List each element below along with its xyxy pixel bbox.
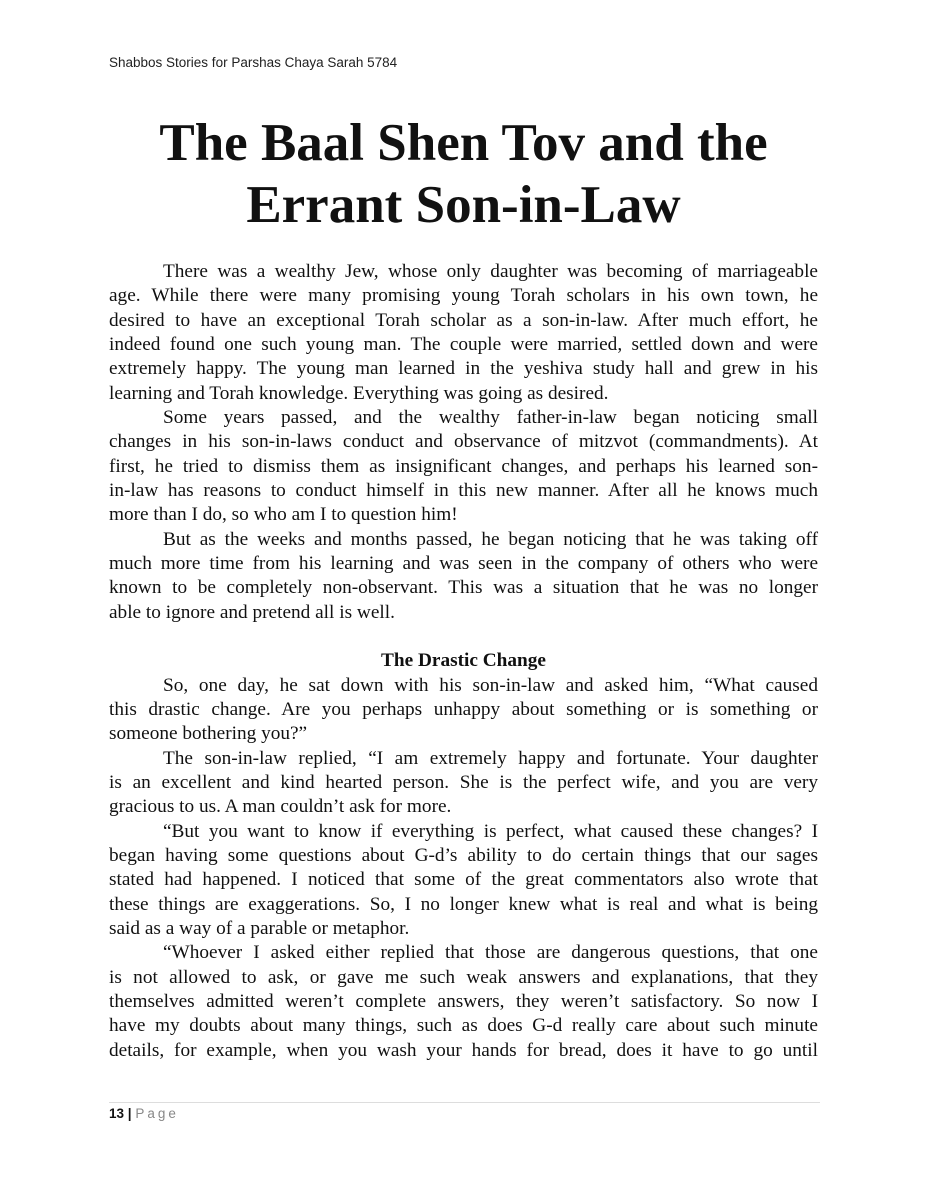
text-line: is an excellent and kind hearted person. She is the perfect wife, and you are very — [109, 771, 818, 793]
text-line: known to be completely non-observant. This was a situation that he was no longer — [109, 577, 818, 599]
paragraph — [109, 747, 818, 820]
text-line: learning and Torah knowledge. Everything was going as desired. — [109, 382, 609, 404]
title-line: Errant Son-in-Law — [246, 176, 681, 234]
paragraph — [109, 406, 818, 528]
text-line: able to ignore and pretend all is well. — [109, 601, 395, 623]
footer-divider — [109, 1102, 820, 1103]
text-line: age. While there were many promising young Torah scholars in his own town, he — [109, 285, 818, 307]
paragraph — [109, 941, 818, 1063]
text-line: “But you want to know if everything is perfect, what caused these changes? I — [163, 820, 818, 842]
blank-line — [109, 625, 818, 649]
text-line: desired to have an exceptional Torah scholar as a son-in-law. After much effort, he — [109, 309, 818, 331]
text-line: indeed found one such young man. The couple were married, settled down and were — [109, 333, 818, 355]
section-heading: The Drastic Change — [381, 650, 546, 672]
title-line: The Baal Shen Tov and the — [159, 114, 768, 172]
text-line: have my doubts about many things, such as does G-d really care about such minute — [109, 1015, 818, 1037]
paragraph — [109, 820, 818, 942]
text-line: in-law has reasons to conduct himself in this new manner. After all he knows much — [109, 479, 818, 501]
paragraph — [109, 260, 818, 406]
text-line: details, for example, when you wash your hands for bread, does it have to go until — [109, 1039, 818, 1061]
paragraph — [109, 674, 818, 747]
paragraph — [109, 528, 818, 625]
text-line: So, one day, he sat down with his son-in-law and asked him, “What caused — [163, 674, 818, 696]
text-line: first, he tried to dismiss them as insignificant changes, and perhaps his learned son- — [109, 455, 818, 477]
footer-separator: | — [124, 1106, 136, 1121]
text-line: someone bothering you?” — [109, 723, 308, 745]
article-title — [0, 112, 927, 236]
text-line: changes in his son-in-laws conduct and observance of mitzvot (commandments). At — [109, 431, 818, 453]
page-footer — [109, 1106, 179, 1121]
text-line: gracious to us. A man couldn’t ask for more. — [109, 796, 452, 818]
text-line: There was a wealthy Jew, whose only daughter was becoming of marriageable — [163, 261, 818, 282]
text-line: But as the weeks and months passed, he began noticing that he was taking off — [163, 528, 818, 550]
text-line: extremely happy. The young man learned in the yeshiva study hall and grew in his — [109, 358, 818, 380]
text-line: stated had happened. I noticed that some of the great commentators also wrote that — [109, 869, 818, 891]
text-line: much more time from his learning and was seen in the company of others who were — [109, 552, 818, 574]
text-line: “Whoever I asked either replied that those are dangerous questions, that one — [163, 942, 818, 964]
text-line: these things are exaggerations. So, I no longer knew what is real and what is being — [109, 893, 818, 915]
text-line: this drastic change. Are you perhaps unhappy about something or is something or — [109, 698, 818, 720]
text-line: The son-in-law replied, “I am extremely happy and fortunate. Your daughter — [163, 747, 818, 769]
text-line: began having some questions about G-d’s ability to do certain things that our sages — [109, 844, 818, 866]
text-line: more than I do, so who am I to question him! — [109, 504, 458, 526]
running-header: Shabbos Stories for Parshas Chaya Sarah 5784 — [109, 55, 398, 70]
text-line: is not allowed to ask, or gave me such weak answers and explanations, that they — [109, 966, 818, 988]
text-line: themselves admitted weren’t complete answers, they weren’t satisfactory. So now I — [109, 990, 818, 1012]
page-label: Page — [135, 1106, 179, 1121]
page-number: 13 — [109, 1106, 125, 1121]
text-line: said as a way of a parable or metaphor. — [109, 917, 410, 939]
article-body — [109, 260, 818, 1063]
text-line: Some years passed, and the wealthy father-in-law began noticing small — [163, 406, 818, 428]
